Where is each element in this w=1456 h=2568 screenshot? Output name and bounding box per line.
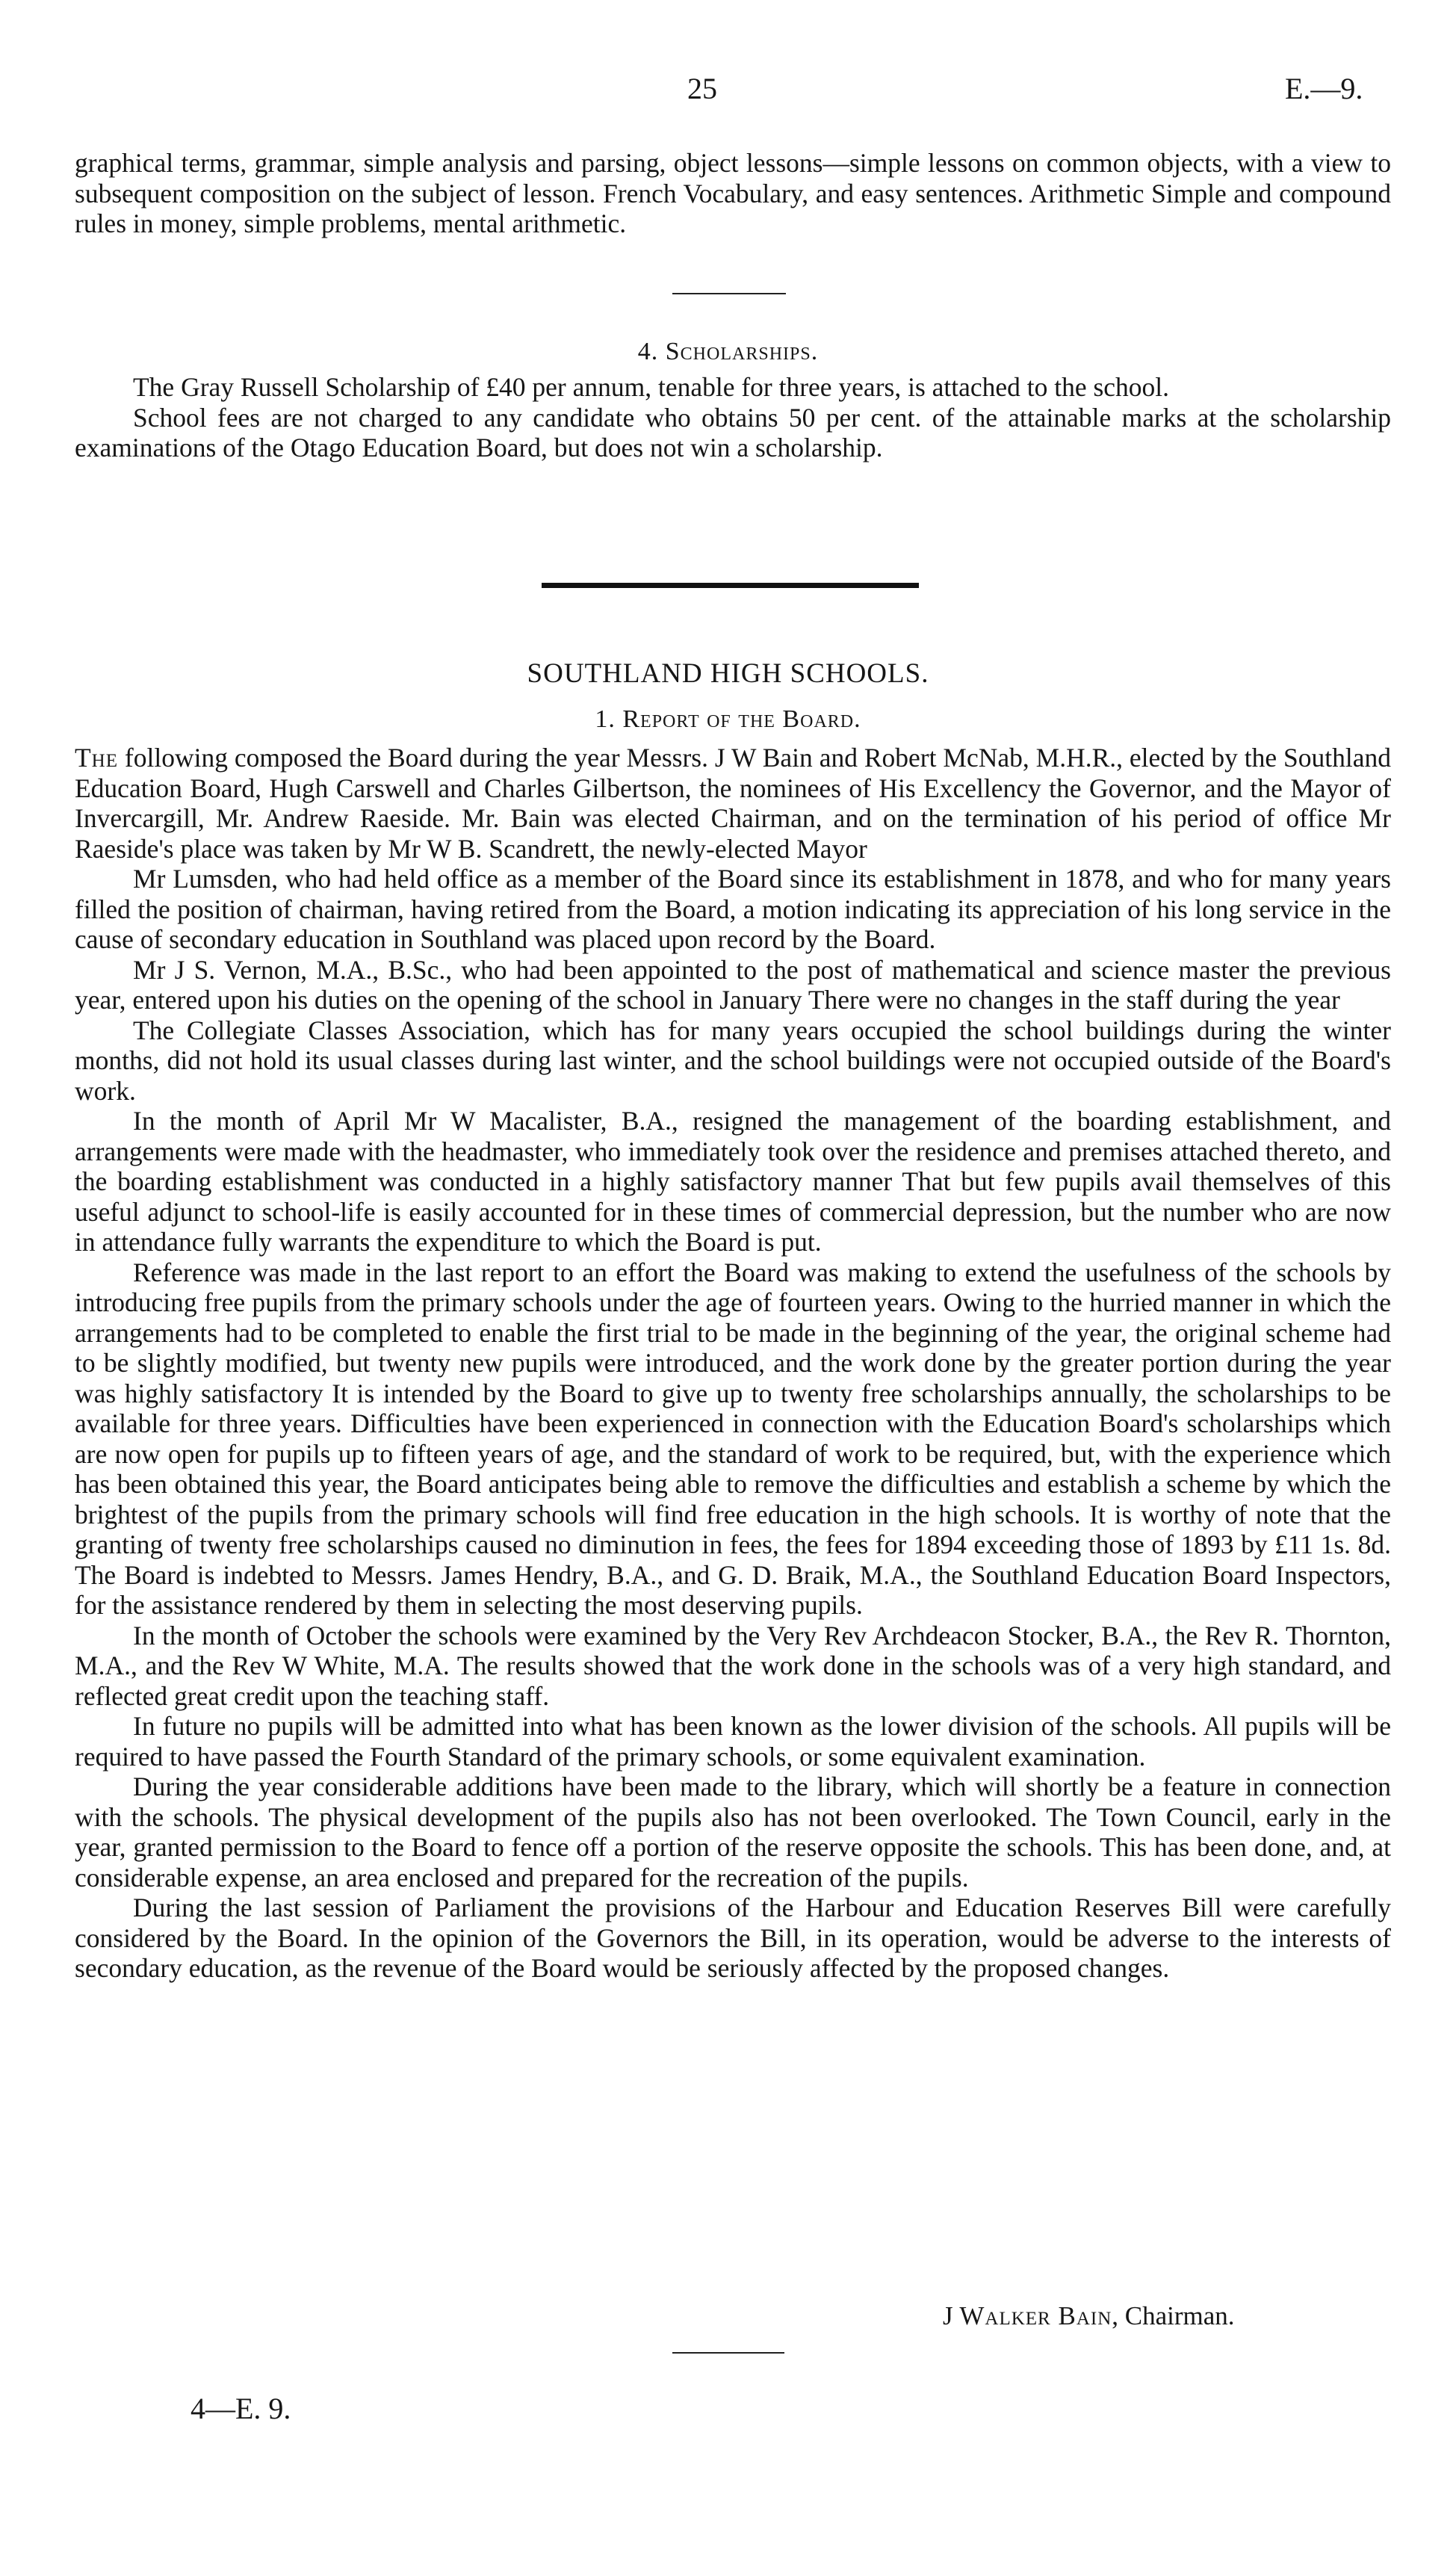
document-reference: E.—9.	[1285, 72, 1363, 105]
continuation-paragraph: graphical terms, grammar, simple analysis and parsing, object lessons—simple lessons on common objects, with a view to subsequent composition on the subject of lesson. French Vocabulary, and easy sentences. Arithmetic Simple and compound rules in money, simple problems, mental arithmetic.	[75, 148, 1391, 238]
report-first-paragraph-text: following composed the Board during the year Messrs. J W Bain and Robert McNab, M.H.R., elected by the Southland Education Board, Hugh Carswell and Charles Gilbertson, the nominees of His Excellency the Governor, and the Mayor of Invercargill, Mr. Andrew Raeside. Mr. Bain was elected Chairman, and on the termination of his period of office Mr Raeside's place was taken by Mr W B. Scandrett, the newly-elected Mayor	[75, 743, 1391, 864]
page-number: 25	[687, 72, 717, 105]
report-paragraph: During the last session of Parliament the provisions of the Harbour and Education Reserves Bill were carefully considered by the Board. In the opinion of the Governors the Bill, in its operation, would be adverse to the interests of secondary education, as the revenue of the Board would be seriously affected by the proposed changes.	[75, 1893, 1391, 1983]
thick-divider	[542, 583, 919, 588]
signature-name: Walker Bain	[959, 2301, 1112, 2330]
report-paragraph: Mr Lumsden, who had held office as a member of the Board since its establishment in 1878, and who for many years filled the position of chairman, having retired from the Board, a motion indicating its appreciation of his long service in the cause of secondary education in Southland was placed upon record by the Board.	[75, 864, 1391, 954]
report-paragraph: Mr J S. Vernon, M.A., B.Sc., who had been appointed to the post of mathematical and science master the previous year, entered upon his duties on the opening of the school in January There were no changes in the staff during the year	[75, 954, 1391, 1015]
report-heading: 1. Report of the Board.	[595, 705, 861, 733]
signature-title: , Chairman.	[1112, 2301, 1235, 2330]
continuation-block	[75, 148, 1391, 239]
report-paragraph: In the month of April Mr W Macalister, B.A., resigned the management of the boarding establishment, and arrangements were made with the headmaster, who immediately took over the residence and premises attached thereto, and the boarding establishment was conducted in a highly satisfactory manner That but few pupils avail themselves of this useful adjunct to school-life is easily accounted for in these times of commercial depression, but the number who are now in attendance fully warrants the expenditure to which the Board is put.	[75, 1106, 1391, 1257]
southland-title: SOUTHLAND HIGH SCHOOLS.	[527, 658, 929, 689]
signature-initial: J	[943, 2301, 953, 2330]
report-paragraph: In the month of October the schools were examined by the Very Rev Archdeacon Stocker, B.A., the Rev R. Thornton, M.A., and the Rev W White, M.A. The results showed that the work done in the schools was of a very high standard, and reflected great credit upon the teaching staff.	[75, 1620, 1391, 1711]
report-paragraph: In future no pupils will be admitted into what has been known as the lower division of the schools. All pupils will be required to have passed the Fourth Standard of the primary schools, or some equivalent examination.	[75, 1711, 1391, 1772]
scholarships-block	[75, 372, 1391, 463]
scholarships-paragraph: School fees are not charged to any candidate who obtains 50 per cent. of the attainable marks at the scholarship examinations of the Otago Education Board, but does not win a scholarship.	[75, 402, 1391, 462]
section-divider	[672, 293, 786, 294]
report-paragraph	[75, 743, 1391, 864]
signature-mark: 4—E. 9.	[190, 2392, 291, 2425]
report-paragraph: During the year considerable additions have been made to the library, which will shortly be a feature in connection with the schools. The physical development of the pupils also has not been overlooked. The Town Council, early in the year, granted permission to the Board to fence off a portion of the reserve opposite the schools. This has been done, and, at considerable expense, an area enclosed and prepared for the recreation of the pupils.	[75, 1772, 1391, 1893]
scholarships-heading: 4. Scholarships.	[637, 338, 819, 365]
report-body	[75, 743, 1391, 1984]
scholarships-paragraph: The Gray Russell Scholarship of £40 per annum, tenable for three years, is attached to the school.	[133, 372, 1170, 402]
chairman-signature	[943, 2301, 1235, 2331]
dropcap-word: The	[75, 743, 119, 773]
report-paragraph: The Collegiate Classes Association, which has for many years occupied the school buildings during the winter months, did not hold its usual classes during last winter, and the school buildings were not occupied outside of the Board's work.	[75, 1015, 1391, 1106]
closing-divider	[672, 2352, 784, 2354]
report-paragraph: Reference was made in the last report to an effort the Board was making to extend the usefulness of the schools by introducing free pupils from the primary schools under the age of fourteen years. Owing to the hurried manner in which the arrangements had to be completed to enable the first trial to be made in the beginning of the year, the original scheme had to be slightly modified, but twenty new pupils were introduced, and the work done by the greater portion during the year was highly satisfactory It is intended by the Board to give up to twenty free scholarships annually, the scholarships to be available for three years. Difficulties have been experienced in connection with the Education Board's scholarships which are now open for pupils up to fifteen years of age, and the standard of work to be required, but, with the experience which has been obtained this year, the Board anticipates being able to remove the difficulties and establish a scheme by which the brightest of the pupils from the primary schools will find free education in the high schools. It is worthy of note that the granting of twenty free scholarships caused no diminution in fees, the fees for 1894 exceeding those of 1893 by £11 1s. 8d. The Board is indebted to Messrs. James Hendry, B.A., and G. D. Braik, M.A., the Southland Education Board Inspectors, for the assistance rendered by them in selecting the most deserving pupils.	[75, 1257, 1391, 1620]
